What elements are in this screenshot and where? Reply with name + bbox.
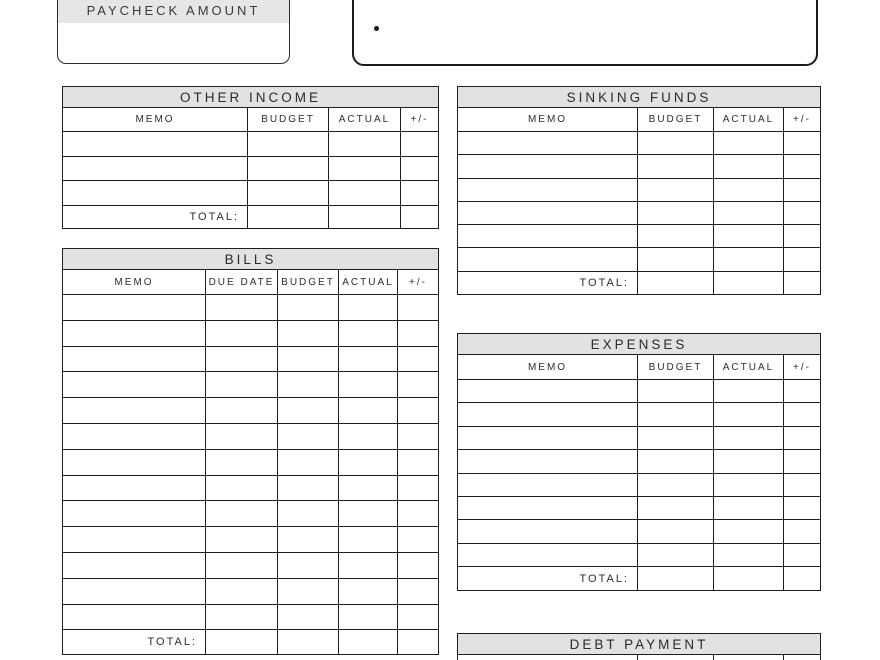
table-row bbox=[458, 225, 821, 248]
budget-cell bbox=[638, 520, 714, 543]
actual-cell bbox=[714, 155, 784, 178]
diff-cell bbox=[401, 132, 439, 157]
diff-cell bbox=[398, 320, 439, 346]
memo-cell bbox=[63, 475, 206, 501]
diff-cell bbox=[784, 426, 821, 449]
total-label: TOTAL: bbox=[458, 271, 638, 294]
diff-cell bbox=[784, 155, 821, 178]
actual-total-cell bbox=[714, 271, 784, 294]
actual-cell bbox=[339, 423, 398, 449]
budget-cell bbox=[278, 346, 339, 372]
diff-cell bbox=[784, 496, 821, 519]
section-title-row bbox=[63, 249, 439, 270]
paycheck-amount-title: PAYCHECK AMOUNT bbox=[58, 0, 289, 23]
expenses-table bbox=[457, 333, 821, 591]
due-date-cell bbox=[206, 527, 278, 553]
due-date-cell bbox=[206, 295, 278, 321]
actual-cell bbox=[714, 426, 784, 449]
table-row bbox=[458, 496, 821, 519]
actual-cell bbox=[339, 578, 398, 604]
table-row bbox=[63, 156, 439, 181]
column-header-row bbox=[63, 108, 439, 132]
other-income-section bbox=[62, 86, 438, 229]
table-row bbox=[458, 450, 821, 473]
table-row bbox=[458, 473, 821, 496]
section-title: EXPENSES bbox=[458, 334, 821, 355]
diff-total-cell bbox=[784, 271, 821, 294]
actual-cell bbox=[714, 520, 784, 543]
due-date-cell bbox=[206, 449, 278, 475]
debt-payment-section bbox=[457, 633, 820, 660]
diff-cell bbox=[401, 181, 439, 206]
budget-cell bbox=[638, 450, 714, 473]
actual-cell bbox=[339, 552, 398, 578]
memo-cell bbox=[63, 398, 206, 424]
budget-total-cell bbox=[638, 567, 714, 591]
due-date-cell bbox=[206, 398, 278, 424]
memo-cell bbox=[63, 346, 206, 372]
column-header: MEMO bbox=[458, 108, 638, 132]
budget-total-cell bbox=[278, 630, 339, 655]
table-row bbox=[63, 552, 439, 578]
memo-cell bbox=[458, 403, 638, 426]
column-header: MEMO bbox=[458, 355, 638, 380]
total-row bbox=[458, 271, 821, 294]
section-title-row bbox=[458, 87, 821, 108]
diff-cell bbox=[398, 398, 439, 424]
column-header: MEMO bbox=[63, 108, 248, 132]
budget-cell bbox=[278, 423, 339, 449]
budget-cell bbox=[278, 449, 339, 475]
table-row bbox=[458, 403, 821, 426]
budget-cell bbox=[638, 403, 714, 426]
diff-cell bbox=[398, 552, 439, 578]
section-title: OTHER INCOME bbox=[63, 87, 439, 108]
section-title-row bbox=[458, 634, 821, 655]
section-title: BILLS bbox=[63, 249, 439, 270]
budget-cell bbox=[248, 156, 329, 181]
table-row bbox=[458, 155, 821, 178]
diff-cell bbox=[784, 201, 821, 224]
table-row bbox=[63, 372, 439, 398]
budget-cell bbox=[638, 132, 714, 155]
actual-cell bbox=[339, 604, 398, 630]
column-header: ACTUAL bbox=[339, 270, 398, 295]
due-date-cell bbox=[206, 423, 278, 449]
diff-total-cell bbox=[784, 567, 821, 591]
section-title-row bbox=[63, 87, 439, 108]
table-row bbox=[63, 181, 439, 206]
budget-cell bbox=[278, 295, 339, 321]
table-row bbox=[458, 426, 821, 449]
budget-cell bbox=[278, 475, 339, 501]
memo-cell bbox=[63, 578, 206, 604]
budget-total-cell bbox=[248, 205, 329, 228]
memo-cell bbox=[458, 178, 638, 201]
diff-total-cell bbox=[401, 205, 439, 228]
column-header: ACTUAL bbox=[714, 355, 784, 380]
actual-cell bbox=[339, 372, 398, 398]
diff-cell bbox=[784, 248, 821, 271]
diff-cell bbox=[398, 527, 439, 553]
bullet-dot-icon bbox=[374, 26, 379, 31]
memo-cell bbox=[63, 501, 206, 527]
due-date-cell bbox=[206, 475, 278, 501]
column-header: BUDGET bbox=[278, 270, 339, 295]
column-header: +/- bbox=[398, 270, 439, 295]
memo-cell bbox=[458, 450, 638, 473]
actual-cell bbox=[329, 156, 401, 181]
actual-cell bbox=[339, 501, 398, 527]
budget-cell bbox=[278, 320, 339, 346]
actual-cell bbox=[714, 473, 784, 496]
diff-cell bbox=[401, 156, 439, 181]
diff-cell bbox=[784, 473, 821, 496]
memo-cell bbox=[458, 520, 638, 543]
total-label: TOTAL: bbox=[63, 205, 248, 228]
actual-cell bbox=[714, 201, 784, 224]
actual-cell bbox=[714, 380, 784, 403]
actual-total-cell bbox=[714, 567, 784, 591]
memo-cell bbox=[63, 295, 206, 321]
diff-cell bbox=[398, 423, 439, 449]
total-label: TOTAL: bbox=[63, 630, 206, 655]
other-income-table bbox=[62, 86, 439, 229]
paycheck-amount-box bbox=[57, 0, 290, 64]
budget-cell bbox=[638, 225, 714, 248]
column-header: MEMO bbox=[63, 270, 206, 295]
table-row bbox=[458, 520, 821, 543]
memo-cell bbox=[63, 449, 206, 475]
total-row bbox=[63, 205, 439, 228]
total-label: TOTAL: bbox=[458, 567, 638, 591]
memo-cell bbox=[63, 527, 206, 553]
memo-cell bbox=[458, 155, 638, 178]
column-header: +/- bbox=[784, 108, 821, 132]
budget-cell bbox=[248, 132, 329, 157]
diff-total-cell bbox=[398, 630, 439, 655]
table-row bbox=[458, 201, 821, 224]
diff-cell bbox=[784, 225, 821, 248]
column-header-row bbox=[458, 655, 821, 660]
table-row bbox=[63, 346, 439, 372]
memo-cell bbox=[63, 320, 206, 346]
budget-cell bbox=[638, 473, 714, 496]
memo-cell bbox=[458, 473, 638, 496]
budget-cell bbox=[278, 604, 339, 630]
diff-cell bbox=[398, 604, 439, 630]
column-header bbox=[784, 655, 821, 660]
bills-section bbox=[62, 248, 438, 655]
column-header: BUDGET bbox=[248, 108, 329, 132]
actual-cell bbox=[339, 475, 398, 501]
diff-cell bbox=[784, 178, 821, 201]
actual-cell bbox=[339, 346, 398, 372]
column-header bbox=[458, 655, 638, 660]
budget-cell bbox=[638, 201, 714, 224]
sinking-funds-table bbox=[457, 86, 821, 295]
column-header: BUDGET bbox=[638, 355, 714, 380]
column-header bbox=[638, 655, 714, 660]
diff-cell bbox=[784, 450, 821, 473]
due-date-cell bbox=[206, 501, 278, 527]
diff-cell bbox=[784, 403, 821, 426]
total-row bbox=[63, 630, 439, 655]
memo-cell bbox=[458, 496, 638, 519]
table-row bbox=[63, 398, 439, 424]
actual-cell bbox=[339, 320, 398, 346]
actual-cell bbox=[339, 527, 398, 553]
budget-cell bbox=[638, 496, 714, 519]
due-date-cell bbox=[206, 552, 278, 578]
table-row bbox=[63, 501, 439, 527]
table-row bbox=[63, 527, 439, 553]
table-row bbox=[458, 132, 821, 155]
table-row bbox=[63, 295, 439, 321]
memo-cell bbox=[63, 372, 206, 398]
column-header: ACTUAL bbox=[714, 108, 784, 132]
due-date-cell bbox=[206, 578, 278, 604]
memo-cell bbox=[63, 181, 248, 206]
memo-cell bbox=[458, 201, 638, 224]
section-title: DEBT PAYMENT bbox=[458, 634, 821, 655]
diff-cell bbox=[784, 132, 821, 155]
memo-cell bbox=[458, 426, 638, 449]
section-title: SINKING FUNDS bbox=[458, 87, 821, 108]
actual-cell bbox=[714, 248, 784, 271]
due-date-cell bbox=[206, 346, 278, 372]
column-header: DUE DATE bbox=[206, 270, 278, 295]
budget-cell bbox=[638, 155, 714, 178]
memo-cell bbox=[63, 156, 248, 181]
expenses-section bbox=[457, 333, 820, 591]
actual-cell bbox=[714, 543, 784, 566]
actual-cell bbox=[714, 178, 784, 201]
diff-cell bbox=[398, 578, 439, 604]
diff-cell bbox=[398, 346, 439, 372]
table-row bbox=[63, 475, 439, 501]
memo-cell bbox=[63, 423, 206, 449]
budget-cell bbox=[638, 380, 714, 403]
column-header: +/- bbox=[401, 108, 439, 132]
table-row bbox=[63, 449, 439, 475]
budget-cell bbox=[278, 552, 339, 578]
actual-cell bbox=[339, 398, 398, 424]
budget-cell bbox=[278, 578, 339, 604]
table-row bbox=[63, 604, 439, 630]
due-date-cell bbox=[206, 372, 278, 398]
table-row bbox=[63, 578, 439, 604]
column-header bbox=[714, 655, 784, 660]
actual-total-cell bbox=[329, 205, 401, 228]
actual-cell bbox=[329, 181, 401, 206]
sinking-funds-section bbox=[457, 86, 820, 295]
debt-payment-table bbox=[457, 633, 821, 660]
table-row bbox=[458, 543, 821, 566]
total-row bbox=[458, 567, 821, 591]
budget-cell bbox=[638, 426, 714, 449]
budget-cell bbox=[278, 501, 339, 527]
table-row bbox=[63, 132, 439, 157]
actual-cell bbox=[714, 450, 784, 473]
budget-cell bbox=[638, 543, 714, 566]
column-header: ACTUAL bbox=[329, 108, 401, 132]
memo-cell bbox=[63, 552, 206, 578]
diff-cell bbox=[398, 295, 439, 321]
actual-cell bbox=[714, 225, 784, 248]
actual-cell bbox=[714, 403, 784, 426]
due-date-cell bbox=[206, 604, 278, 630]
actual-cell bbox=[339, 295, 398, 321]
table-row bbox=[458, 248, 821, 271]
budget-cell bbox=[278, 398, 339, 424]
diff-cell bbox=[784, 380, 821, 403]
actual-cell bbox=[714, 496, 784, 519]
diff-cell bbox=[784, 520, 821, 543]
budget-total-cell bbox=[638, 271, 714, 294]
actual-cell bbox=[714, 132, 784, 155]
diff-cell bbox=[784, 543, 821, 566]
table-row bbox=[63, 320, 439, 346]
notes-box bbox=[352, 0, 818, 66]
memo-cell bbox=[458, 380, 638, 403]
table-row bbox=[63, 423, 439, 449]
diff-cell bbox=[398, 501, 439, 527]
actual-total-cell bbox=[339, 630, 398, 655]
budget-cell bbox=[638, 178, 714, 201]
memo-cell bbox=[458, 132, 638, 155]
due-date-total-cell bbox=[206, 630, 278, 655]
due-date-cell bbox=[206, 320, 278, 346]
column-header-row bbox=[63, 270, 439, 295]
budget-cell bbox=[278, 527, 339, 553]
memo-cell bbox=[63, 604, 206, 630]
column-header-row bbox=[458, 108, 821, 132]
memo-cell bbox=[458, 248, 638, 271]
column-header-row bbox=[458, 355, 821, 380]
diff-cell bbox=[398, 449, 439, 475]
section-title-row bbox=[458, 334, 821, 355]
budget-cell bbox=[248, 181, 329, 206]
column-header: BUDGET bbox=[638, 108, 714, 132]
memo-cell bbox=[458, 543, 638, 566]
budget-cell bbox=[638, 248, 714, 271]
table-row bbox=[458, 178, 821, 201]
memo-cell bbox=[63, 132, 248, 157]
diff-cell bbox=[398, 372, 439, 398]
column-header: +/- bbox=[784, 355, 821, 380]
budget-cell bbox=[278, 372, 339, 398]
actual-cell bbox=[329, 132, 401, 157]
bills-table bbox=[62, 248, 439, 655]
table-row bbox=[458, 380, 821, 403]
memo-cell bbox=[458, 225, 638, 248]
diff-cell bbox=[398, 475, 439, 501]
actual-cell bbox=[339, 449, 398, 475]
